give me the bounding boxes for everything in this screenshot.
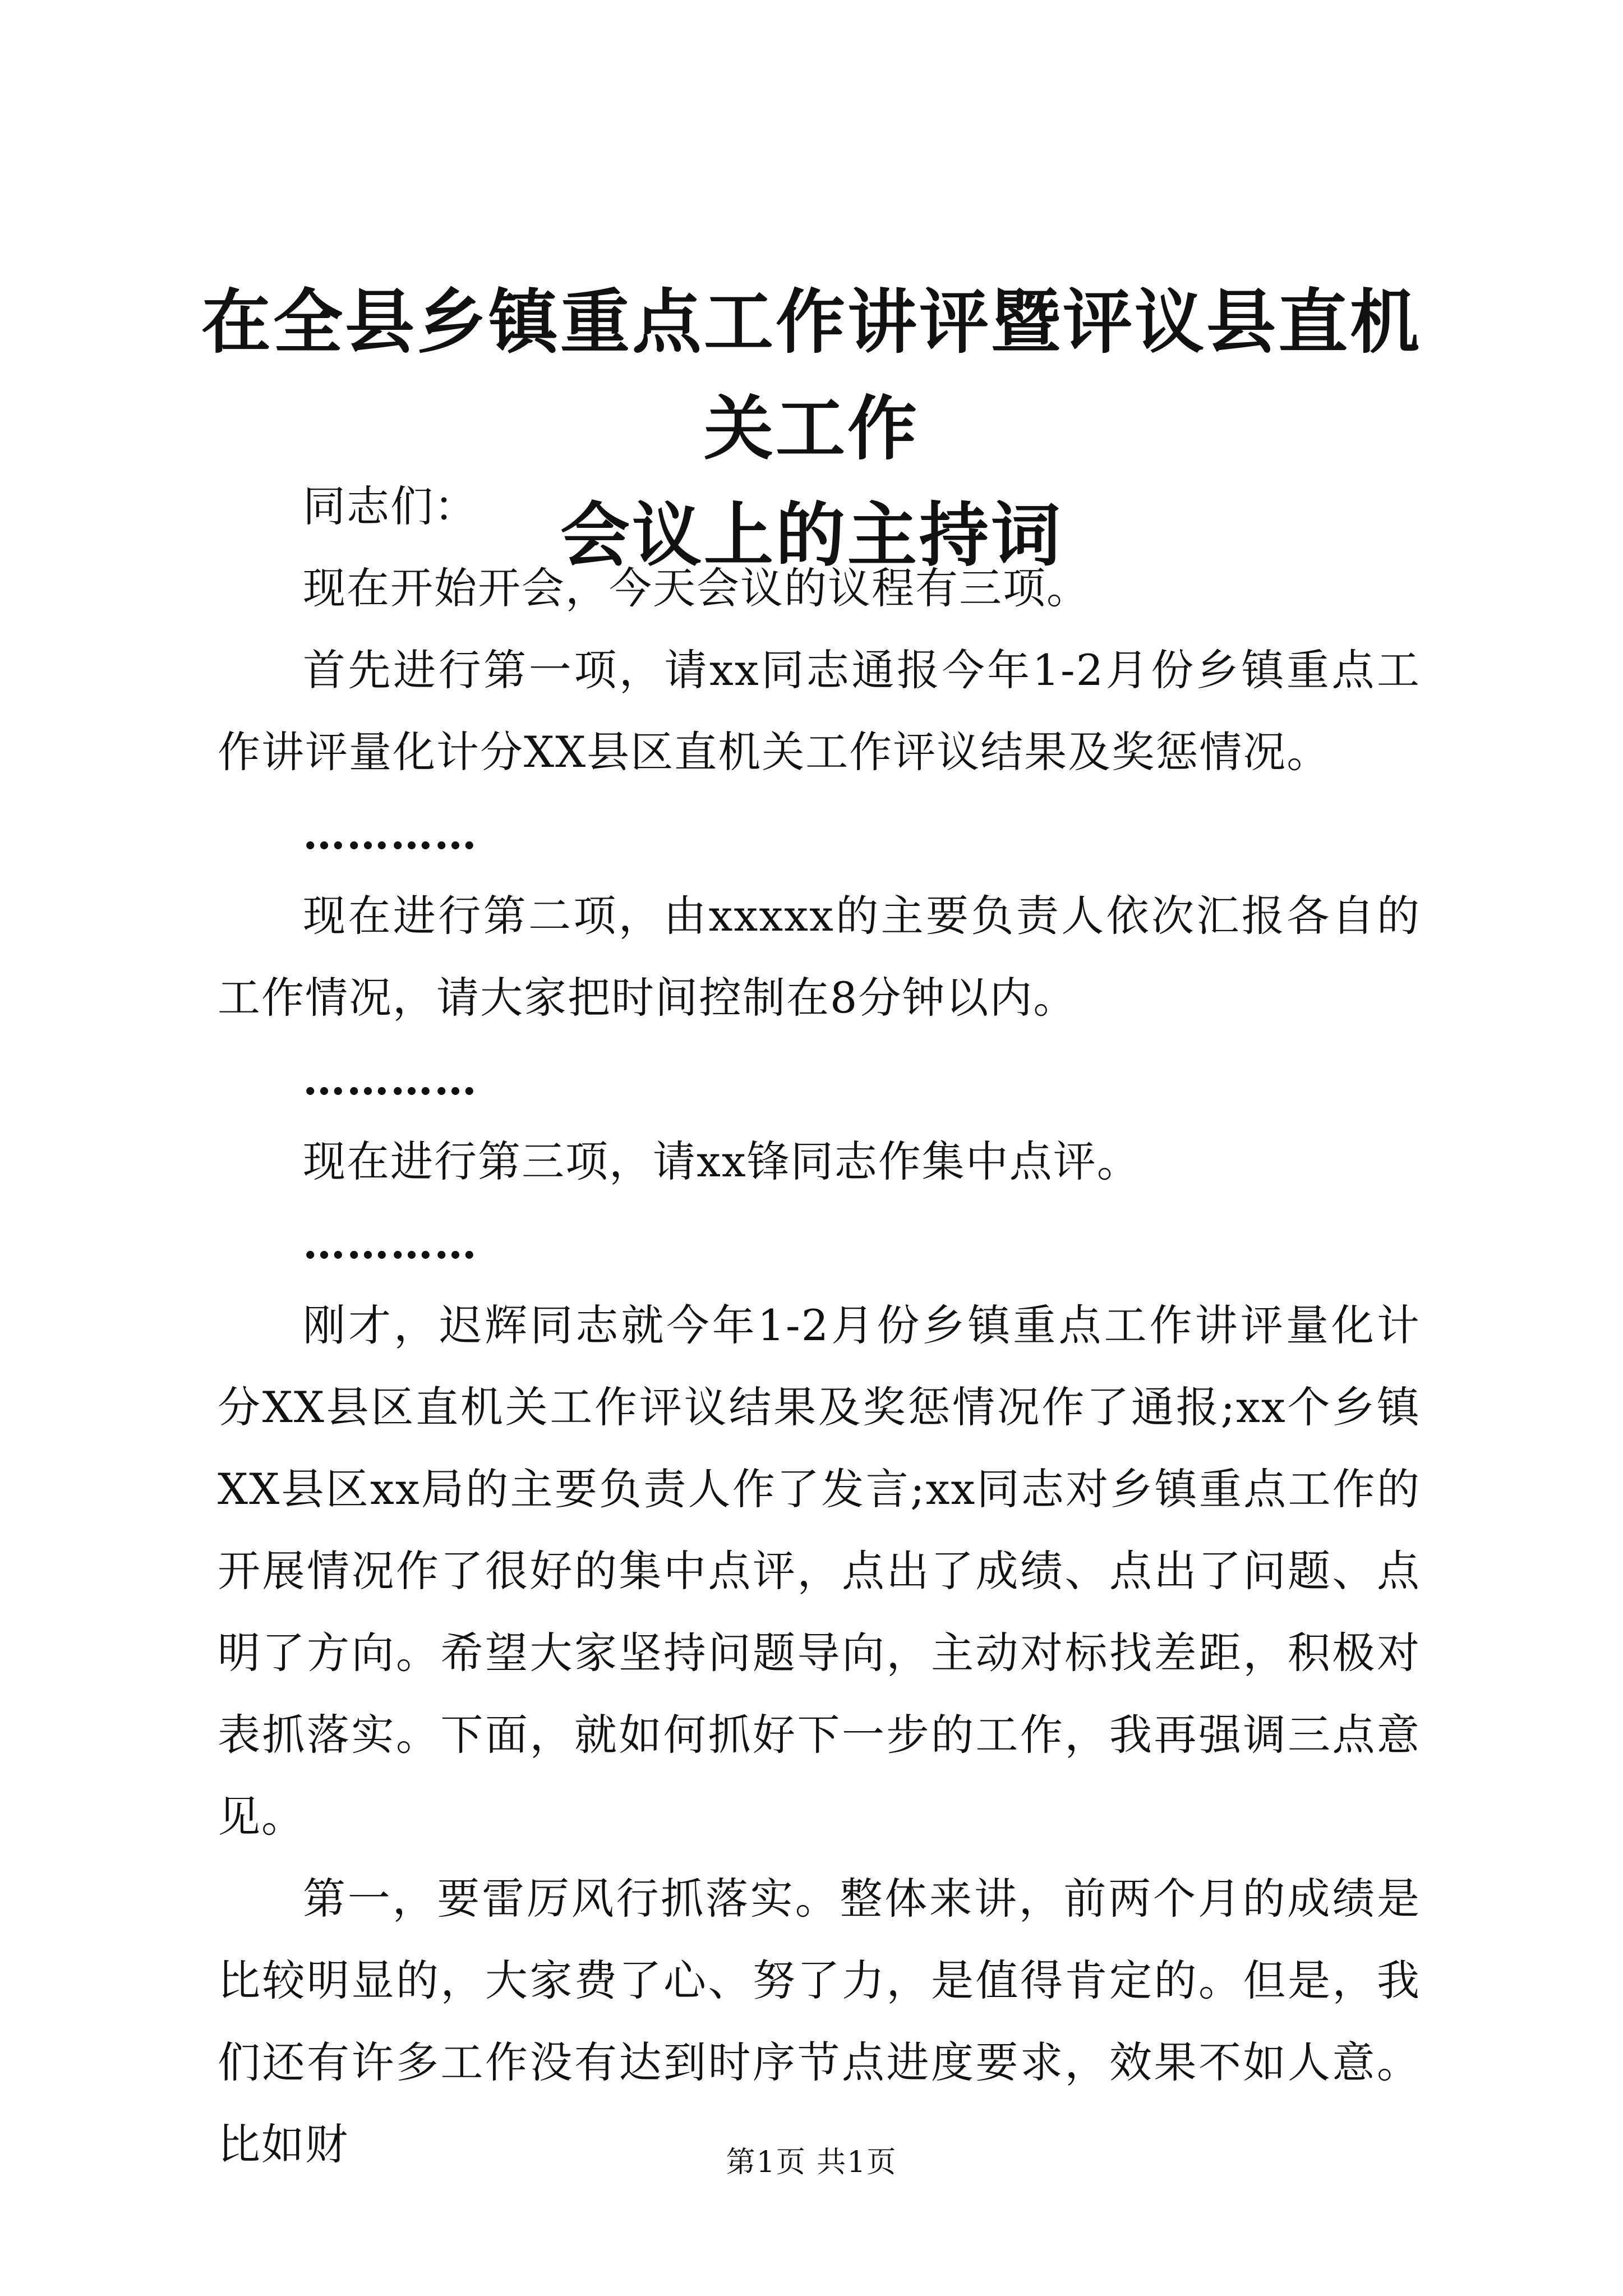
ellipsis-separator: ………… [303, 1055, 478, 1105]
ellipsis-separator: ………… [303, 809, 478, 859]
paragraph-summary: 刚才，迟辉同志就今年1-2月份乡镇重点工作讲评量化计分XX县区直机关工作评议结果及奖惩情况作了通报;xx个乡镇XX县区xx局的主要负责人作了发言;xx同志对乡镇重点工作的开展情况作了很好的集中点评，点出了成绩、点出了问题、点明了方向。希望大家坚持问题导向，主动对标找差距，积极对表抓落实。下面，就如何抓好下一步的工作，我再强调三点意见。 [218, 1300, 1421, 1842]
title-line-2: 会议上的主持词 [560, 495, 1063, 576]
paragraph-item-three: 现在进行第三项，请xx锋同志作集中点评。 [303, 1137, 1141, 1186]
document-body [218, 466, 1421, 2185]
paragraph-item-one: 首先进行第一项，请xx同志通报今年1-2月份乡镇重点工作讲评量化计分XX县区直机关工作评议结果及奖惩情况。 [218, 645, 1421, 777]
salutation: 同志们： [303, 481, 478, 531]
title-line-1: 在全县乡镇重点工作讲评暨评议县直机关工作 [201, 282, 1422, 470]
paragraph-item-two: 现在进行第二项，由xxxxx的主要负责人依次汇报各自的工作情况，请大家把时间控制在8分钟以内。 [218, 891, 1421, 1023]
paragraph-opening: 现在开始开会，今天会议的议程有三项。 [303, 563, 1090, 613]
page-footer: 第1页 共1页 [726, 2146, 897, 2179]
paragraph-point-one: 第一，要雷厉风行抓落实。整体来讲，前两个月的成绩是比较明显的，大家费了心、努了力，是值得肯定的。但是，我们还有许多工作没有达到时序节点进度要求，效果不如人意。比如财 [218, 1874, 1421, 2169]
ellipsis-separator: ………… [303, 1218, 478, 1268]
